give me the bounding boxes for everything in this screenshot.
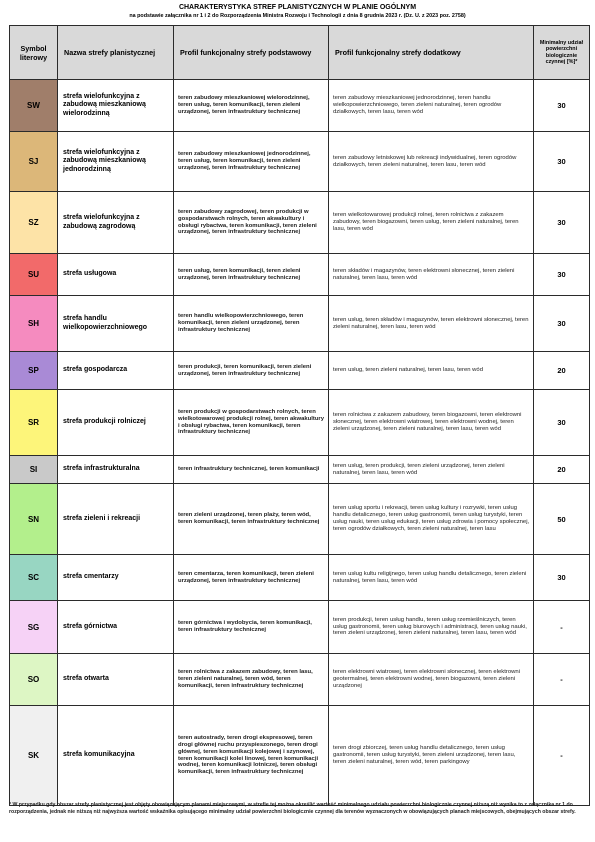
zone-min-biological-area: 20: [534, 352, 590, 390]
zone-primary-profile: teren zieleni urządzonej, teren plaży, teren wód, teren komunikacji, teren infrastruktury technicznej: [174, 484, 329, 555]
zone-name: strefa otwarta: [58, 654, 174, 706]
zone-min-biological-area: 50: [534, 484, 590, 555]
table-row: [10, 254, 590, 296]
table-row: [10, 192, 590, 254]
table-row: [10, 456, 590, 484]
zone-symbol: SJ: [10, 132, 58, 192]
zone-min-biological-area: -: [534, 654, 590, 706]
zone-primary-profile: teren zabudowy mieszkaniowej wielorodzinnej, teren usług, teren komunikacji, teren zieleni urządzonej, teren infrastruktury technicznej: [174, 80, 329, 132]
zone-symbol: SU: [10, 254, 58, 296]
table-row: [10, 80, 590, 132]
header-min-biological-area: Minimalny udział powierzchni biologicznie czynnej [%]*: [534, 26, 590, 80]
zone-name: strefa gospodarcza: [58, 352, 174, 390]
table-row: [10, 484, 590, 555]
zone-primary-profile: teren górnictwa i wydobycia, teren komunikacji, teren infrastruktury technicznej: [174, 601, 329, 654]
document-subtitle: na podstawie załącznika nr 1 i 2 do Rozporządzenia Ministra Rozwoju i Technologii z dnia 8 grudnia 2023 r. (Dz. U. z 2023 poz. 2758): [129, 13, 466, 19]
zone-additional-profile: teren wielkotowarowej produkcji rolnej, teren rolnictwa z zakazem zabudowy, teren biogazowni, teren usług, teren zieleni naturalnej, teren lasu, teren wód: [329, 192, 534, 254]
zone-primary-profile: teren usług, teren komunikacji, teren zieleni urządzonej, teren infrastruktury technicznej: [174, 254, 329, 296]
zone-additional-profile: teren rolnictwa z zakazem zabudowy, teren biogazowni, teren elektrowni słonecznej, teren elektrowni wiatrowej, teren elektrowni wodnej, teren zieleni urządzonej, teren zieleni naturalnej, teren lasu, teren wód: [329, 390, 534, 456]
header-symbol: Symbol literowy: [10, 26, 58, 80]
zone-additional-profile: teren składów i magazynów, teren elektrowni słonecznej, teren zieleni naturalnej, teren lasu, teren wód: [329, 254, 534, 296]
zone-name: strefa wielofunkcyjna z zabudową mieszkaniową jednorodzinną: [58, 132, 174, 192]
header-additional-profile: Profil funkcjonalny strefy dodatkowy: [329, 26, 534, 80]
zone-symbol: SO: [10, 654, 58, 706]
zone-min-biological-area: 20: [534, 456, 590, 484]
zone-symbol: SG: [10, 601, 58, 654]
zone-additional-profile: teren elektrowni wiatrowej, teren elektrowni słonecznej, teren elektrowni geotermalnej, teren elektrowni wodnej, teren biogazowni, teren zieleni urządzonej: [329, 654, 534, 706]
zone-min-biological-area: -: [534, 706, 590, 806]
zone-primary-profile: teren cmentarza, teren komunikacji, teren zieleni urządzonej, teren infrastruktury technicznej: [174, 555, 329, 601]
zone-min-biological-area: 30: [534, 254, 590, 296]
zone-additional-profile: teren usług, teren składów i magazynów, teren elektrowni słonecznej, teren zieleni naturalnej, teren lasu, teren wód: [329, 296, 534, 352]
zone-additional-profile: teren zabudowy mieszkaniowej jednorodzinnej, teren handlu wielkopowierzchniowego, teren zieleni naturalnej, teren ogrodów działkowych, teren lasu, teren wód: [329, 80, 534, 132]
zone-name: strefa handlu wielkopowierzchniowego: [58, 296, 174, 352]
zone-additional-profile: teren usług kultu religijnego, teren usług handlu detalicznego, teren zieleni naturalnej, teren lasu, teren wód: [329, 555, 534, 601]
footnote: * W przypadku gdy obszar strefy planistycznej jest objęty obowiązującym planami miejscowymi, w strefie tej można określić wartość minimalnego udziału powierzchni biologicznie czynnej niższą niż wynika to z załącznika nr 1 do rozporządzenia, jednak nie niższą niż najwyższa wartość wskaźnika opisującego minimalny udział powierzchni biologicznie czynnej dla terenów wyznaczonych w obowiązujących planach miejscowych, obejmujących obszar strefy.: [9, 802, 576, 816]
header-name: Nazwa strefy planistycznej: [58, 26, 174, 80]
zone-min-biological-area: 30: [534, 132, 590, 192]
table-row: [10, 555, 590, 601]
zone-symbol: SH: [10, 296, 58, 352]
table-row: [10, 296, 590, 352]
zone-symbol: SZ: [10, 192, 58, 254]
zone-name: strefa usługowa: [58, 254, 174, 296]
zone-primary-profile: teren produkcji w gospodarstwach rolnych, teren wielkotowarowej produkcji rolnej, teren akwakultury i obsługi rybactwa, teren komunikacji, teren infrastruktury technicznej: [174, 390, 329, 456]
zone-additional-profile: teren usług, teren produkcji, teren zieleni urządzonej, teren zieleni naturalnej, teren lasu, teren wód: [329, 456, 534, 484]
zone-name: strefa cmentarzy: [58, 555, 174, 601]
zone-name: strefa komunikacyjna: [58, 706, 174, 806]
zone-min-biological-area: 30: [534, 192, 590, 254]
table-row: [10, 706, 590, 806]
zone-additional-profile: teren usług, teren zieleni naturalnej, teren lasu, teren wód: [329, 352, 534, 390]
zone-symbol: SC: [10, 555, 58, 601]
zone-min-biological-area: 30: [534, 555, 590, 601]
zone-symbol: SW: [10, 80, 58, 132]
zone-symbol: SN: [10, 484, 58, 555]
zone-primary-profile: teren zabudowy zagrodowej, teren produkcji w gospodarstwach rolnych, teren akwakultury i obsługi rybactwa, teren komunikacji, teren zieleni urządzonej, teren infrastruktury technicznej: [174, 192, 329, 254]
zone-symbol: SI: [10, 456, 58, 484]
zone-symbol: SP: [10, 352, 58, 390]
zone-min-biological-area: 30: [534, 80, 590, 132]
zone-primary-profile: teren autostrady, teren drogi ekspresowej, teren drogi głównej ruchu przyspieszonego, teren drogi głównej, teren komunikacji kolejowej i szynowej, teren komunikacji kolei linowej, teren komunikacji wodnej, teren komunikacji lotniczej, teren obsługi komunikacji, teren infrastruktury technicznej: [174, 706, 329, 806]
zone-name: strefa zieleni i rekreacji: [58, 484, 174, 555]
document-title: CHARAKTERYSTYKA STREF PLANISTYCZNYCH W PLANIE OGÓLNYM: [178, 4, 417, 11]
table-row: [10, 654, 590, 706]
zone-additional-profile: teren usług sportu i rekreacji, teren usług kultury i rozrywki, teren usług handlu detalicznego, teren usług gastronomii, teren usług turystyki, teren usług nauki, teren usług edukacji, teren usług zdrowia i pomocy społecznej, teren ogrodów działkowych, teren zieleni naturalnej, teren lasu: [329, 484, 534, 555]
table-row: [10, 601, 590, 654]
zone-symbol: SR: [10, 390, 58, 456]
zone-additional-profile: teren zabudowy letniskowej lub rekreacji indywidualnej, teren ogrodów działkowych, teren zieleni naturalnej, teren lasu, teren wód: [329, 132, 534, 192]
zones-table: [9, 25, 590, 806]
table-row: [10, 352, 590, 390]
zone-additional-profile: teren drogi zbiorczej, teren usług handlu detalicznego, teren usług gastronomii, teren usług turystyki, teren zieleni urządzonej, teren lasu, teren zieleni naturalnej, teren wód, teren parkingowy: [329, 706, 534, 806]
zone-primary-profile: teren produkcji, teren komunikacji, teren zieleni urządzonej, teren infrastruktury technicznej: [174, 352, 329, 390]
zone-symbol: SK: [10, 706, 58, 806]
table-row: [10, 390, 590, 456]
table-row: [10, 132, 590, 192]
zone-name: strefa produkcji rolniczej: [58, 390, 174, 456]
header-primary-profile: Profil funkcjonalny strefy podstawowy: [174, 26, 329, 80]
table-header-row: [10, 26, 590, 80]
zone-primary-profile: teren rolnictwa z zakazem zabudowy, teren lasu, teren zieleni naturalnej, teren wód, teren komunikacji, teren infrastruktury technicznej: [174, 654, 329, 706]
zone-name: strefa infrastrukturalna: [58, 456, 174, 484]
zone-additional-profile: teren produkcji, teren usług handlu, teren usług rzemieślniczych, teren usług gastronomii, teren usług biurowych i administracji, teren usług nauki, teren zieleni urządzonej, teren zieleni naturalnej, teren lasu, teren wód: [329, 601, 534, 654]
zone-min-biological-area: 30: [534, 296, 590, 352]
zone-name: strefa wielofunkcyjna z zabudową mieszkaniową wielorodzinną: [58, 80, 174, 132]
zone-primary-profile: teren zabudowy mieszkaniowej jednorodzinnej, teren usług, teren komunikacji, teren zieleni urządzonej, teren infrastruktury technicznej: [174, 132, 329, 192]
zone-min-biological-area: -: [534, 601, 590, 654]
zone-name: strefa górnictwa: [58, 601, 174, 654]
zone-primary-profile: teren infrastruktury technicznej, teren komunikacji: [174, 456, 329, 484]
zone-min-biological-area: 30: [534, 390, 590, 456]
zone-name: strefa wielofunkcyjna z zabudową zagrodową: [58, 192, 174, 254]
zone-primary-profile: teren handlu wielkopowierzchniowego, teren komunikacji, teren zieleni urządzonej, teren infrastruktury technicznej: [174, 296, 329, 352]
